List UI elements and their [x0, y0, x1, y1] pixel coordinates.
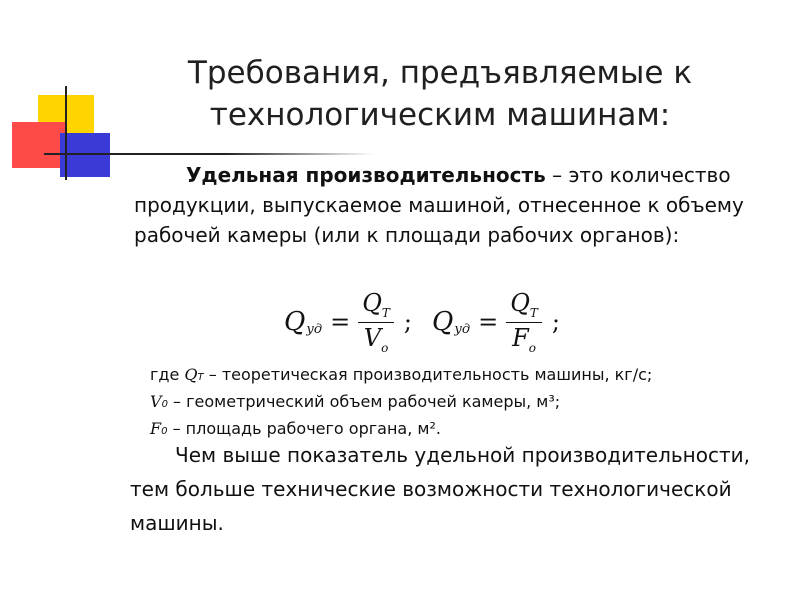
formula-numerator: $Q_T$	[506, 288, 542, 323]
decor-horizontal-line	[44, 153, 374, 155]
symbol-definitions	[150, 363, 770, 444]
formula-lhs-sub: уд	[454, 321, 471, 337]
formula-lhs: Q	[284, 307, 306, 337]
definition-paragraph	[134, 160, 774, 250]
formula-lhs: Q	[432, 307, 454, 337]
slide-title: Требования, предъявляемые к технологическим машинам:	[187, 55, 693, 133]
formula-separator: ;	[551, 308, 561, 336]
decor-vertical-line	[65, 86, 67, 180]
definition-text: – это количество продукции, выпускаемое машиной, отнесенное к объему рабочей камеры (или к площади рабочих органов):	[134, 163, 744, 247]
formula-fraction	[358, 288, 394, 357]
definition-line-f0: F0 – площадь рабочего органа, м².	[150, 419, 441, 438]
formula-volume	[284, 284, 412, 360]
formula-lhs-sub: уд	[306, 321, 323, 337]
definition-term: Удельная производительность	[186, 163, 546, 187]
formula-separator: ;	[403, 308, 413, 336]
definition-line-qt: где QT – теоретическая производительность машины, кг/с;	[150, 365, 653, 384]
formula-equals: =	[330, 308, 351, 336]
formula-numerator: $Q_T$	[358, 288, 394, 323]
conclusion-text: Чем выше показатель удельной производительности, тем больше технические возможности технологической машины.	[130, 443, 750, 535]
formula-denominator: $V_o$	[363, 323, 389, 355]
definition-line-v0: V0 – геометрический объем рабочей камеры, м³;	[150, 392, 561, 411]
formula-denominator: $F_o$	[512, 323, 537, 355]
decor-red-square	[12, 122, 67, 168]
decor-blue-square	[60, 133, 110, 177]
conclusion-paragraph	[130, 438, 750, 540]
formula-fraction	[506, 288, 542, 357]
formula-equals: =	[478, 308, 499, 336]
formula-area	[432, 284, 560, 360]
